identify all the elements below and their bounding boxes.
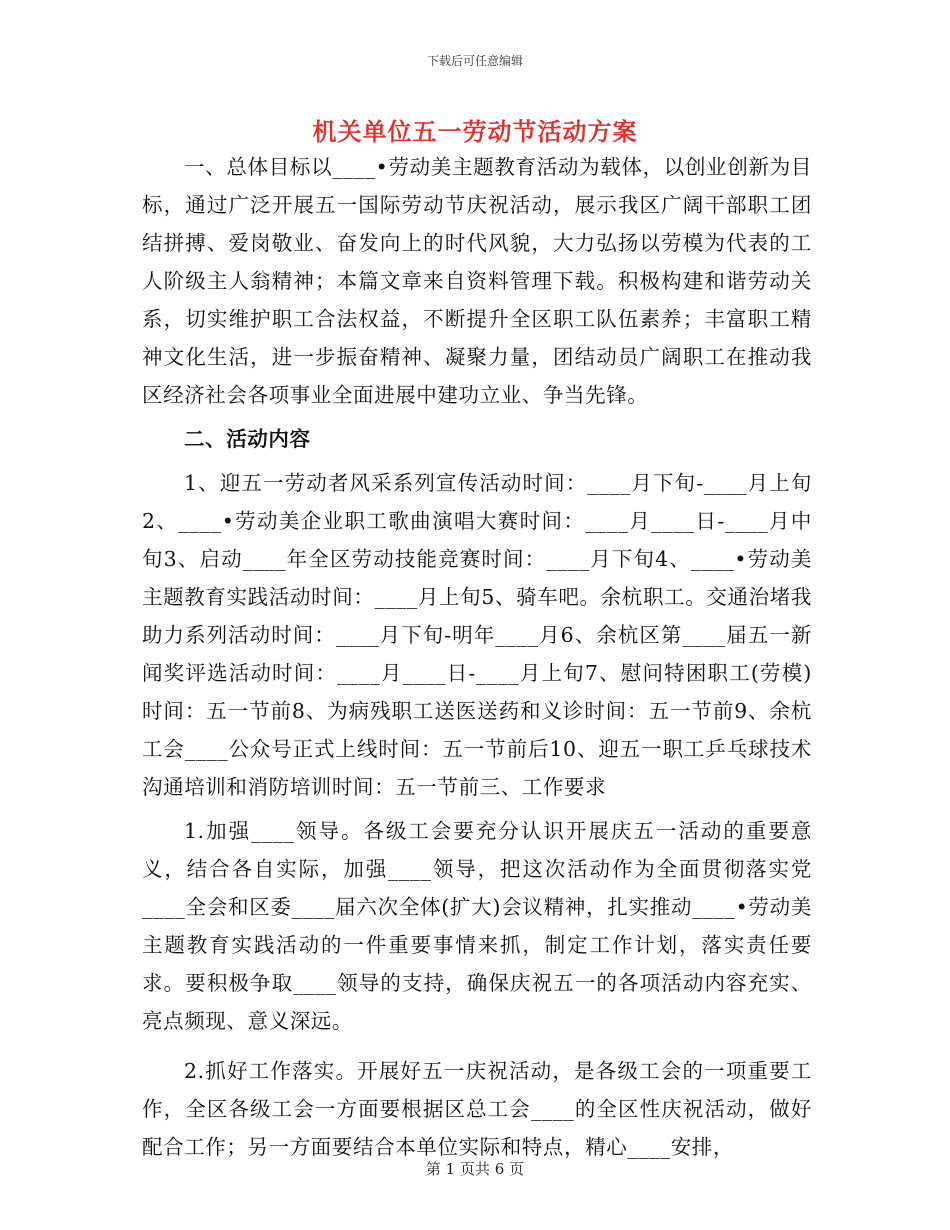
paragraph-requirement-1: 1.加强____领导。各级工会要充分认识开展庆五一活动的重要意义，结合各自实际，加强____领导，把这次活动作为全面贯彻落实党____全会和区委____届六次全体(扩大)会议精神，扎实推动____•劳动美主题教育实践活动的一件重要事情来抓，制定工作计划，落实责任要求。要积极争取____领导的支持，确保庆祝五一的各项活动内容充实、亮点频现、意义深远。 bbox=[142, 819, 812, 1033]
paragraph-overall-goal: 一、总体目标以____•劳动美主题教育活动为载体，以创业创新为目标，通过广泛开展五一国际劳动节庆祝活动，展示我区广阔干部职工团结拼搏、爱岗敬业、奋发向上的时代风貌，大力弘扬以劳模为代表的工人阶级主人翁精神；本篇文章来自资料管理下载。积极构建和谐劳动关系，切实维护职工合法权益，不断提升全区职工队伍素养；丰富职工精神文化生活，进一步振奋精神、凝聚力量，团结动员广阔职工在推动我区经济社会各项事业全面进展中建功立业、争当先锋。 bbox=[142, 155, 812, 407]
document-body bbox=[142, 148, 812, 1166]
document-title: 机关单位五一劳动节活动方案 bbox=[312, 117, 638, 146]
section-heading-activities: 二、活动内容 bbox=[184, 427, 311, 451]
page-number: 第 1 页共 6 页 bbox=[425, 1160, 525, 1178]
paragraph-activity-list: 1、迎五一劳动者风采系列宣传活动时间：____月下旬-____月上旬2、____•劳动美企业职工歌曲演唱大赛时间：____月____日-____月中旬3、启动____年全区劳动技能竞赛时间：____月下旬4、____•劳动美主题教育实践活动时间：____月上旬5、骑车吧。余杭职工。交通治堵我助力系列活动时间：____月下旬-明年____月6、余杭区第____届五一新闻奖评选活动时间：____月____日-____月上旬7、慰问特困职工(劳模)时间：五一节前8、为病残职工送医送药和义诊时间：五一节前9、余杭工会____公众号正式上线时间：五一节前后10、迎五一职工乒乓球技术沟通培训和消防培训时间：五一节前三、工作要求 bbox=[142, 471, 812, 799]
paragraph-requirement-2: 2.抓好工作落实。开展好五一庆祝活动，是各级工会的一项重要工作，全区各级工会一方面要根据区总工会____的全区性庆祝活动，做好配合工作；另一方面要结合本单位实际和特点，精心____安排， bbox=[142, 1059, 812, 1159]
header-note: 下载后可任意编辑 bbox=[426, 54, 523, 68]
